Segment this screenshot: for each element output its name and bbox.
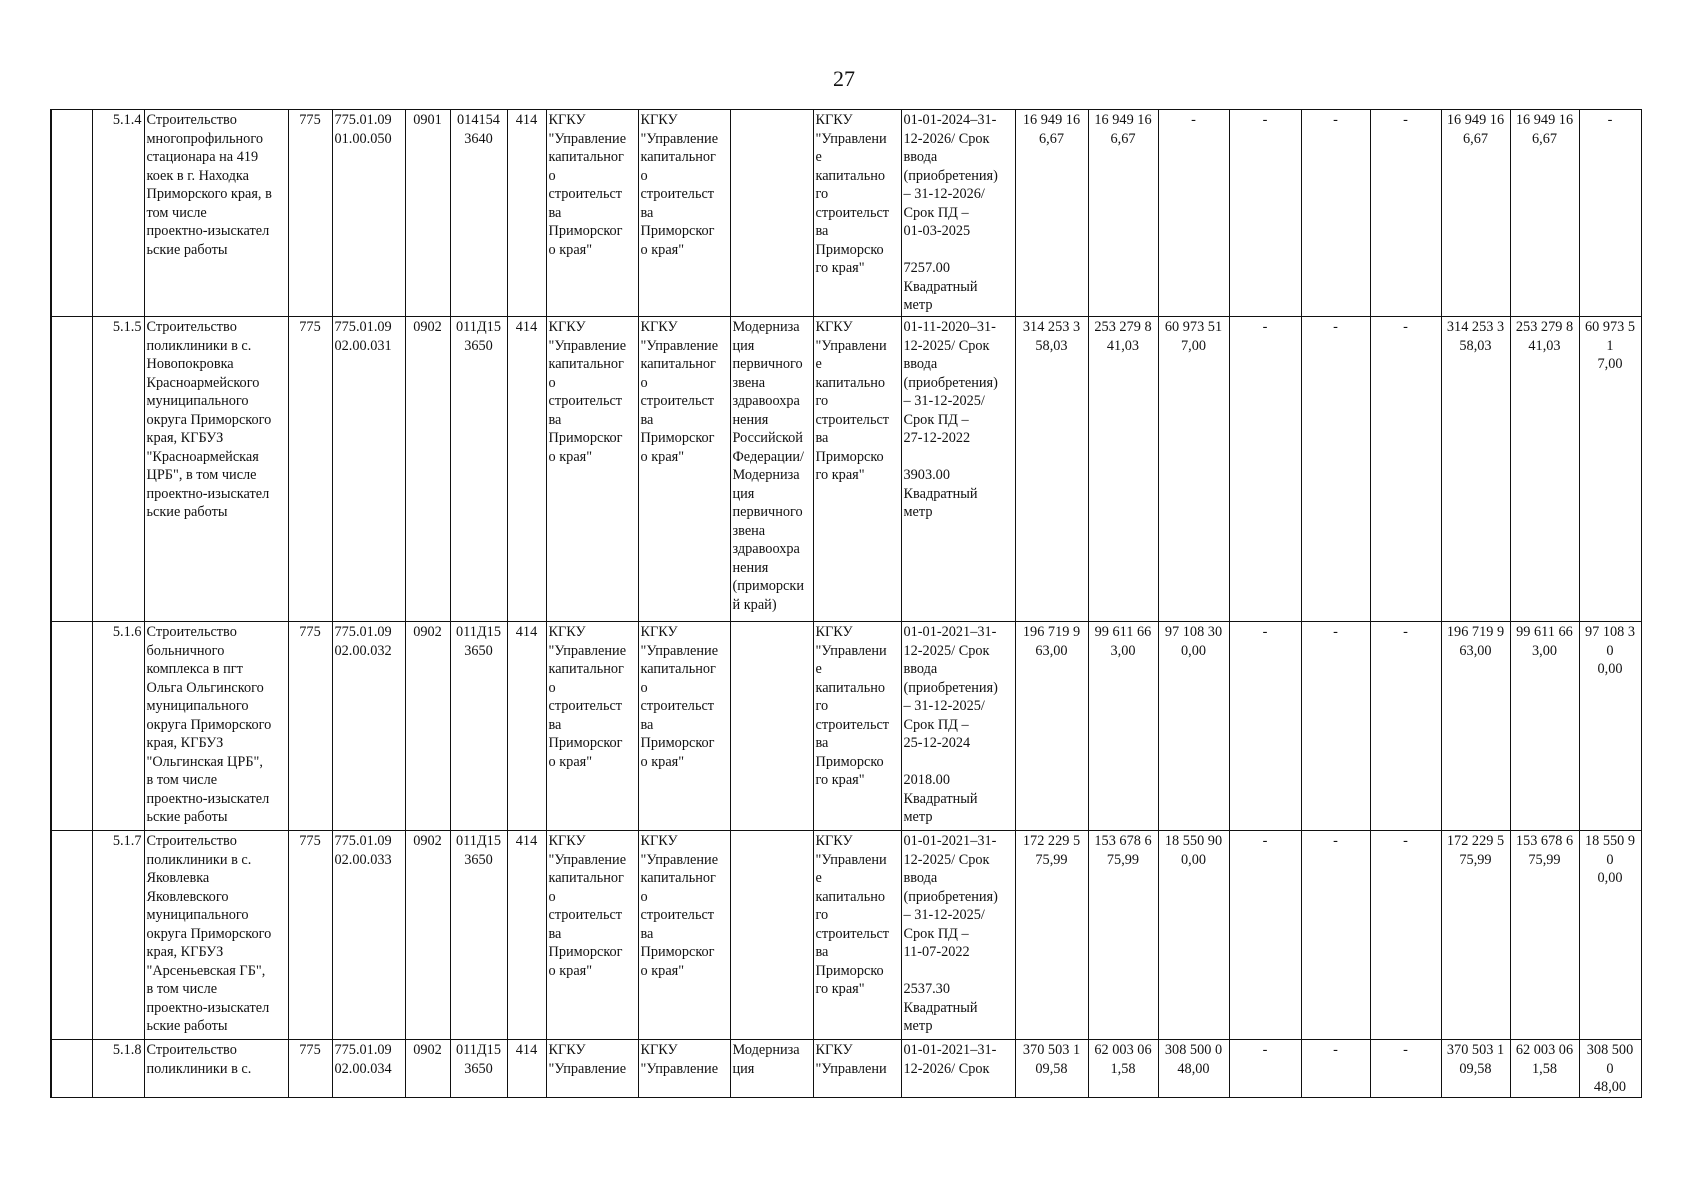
customer-text: КГКУ "Управление капитальног о строительст ва Приморског о края"	[548, 833, 627, 979]
cost-part-5-text: -	[1403, 112, 1408, 128]
blank-cell	[51, 110, 92, 317]
year-total-text: 172 229 5 75,99	[1446, 833, 1505, 868]
customer	[546, 831, 638, 1040]
cost-part-2	[1158, 110, 1229, 317]
program	[730, 110, 813, 317]
cost-part-3	[1229, 110, 1301, 317]
year-total-text: 370 503 1 09,58	[1446, 1042, 1505, 1077]
cost-part-3	[1229, 1040, 1301, 1098]
cost-part-4	[1301, 831, 1370, 1040]
cost-part-4	[1301, 110, 1370, 317]
blank-cell	[51, 622, 92, 831]
year-part-2	[1579, 622, 1641, 831]
developer-text: КГКУ "Управление капитальног о строительст ва Приморског о края"	[640, 624, 719, 770]
object-code	[332, 831, 405, 1040]
expense-type-code	[507, 831, 546, 1040]
executor-text: КГКУ "Управлени е капитально го строительст ва Приморско го края"	[815, 319, 890, 483]
expense-type-code-text: 414	[515, 624, 538, 640]
cost-part-1-text: 253 279 8 41,03	[1094, 319, 1152, 354]
object-name-text: Строительство поликлиники в с. Яковлевка Яковлевского муниципального округа Приморского края, КГБУЗ "Арсеньевская ГБ", в том числе проектно-изыскател ьские работы	[146, 833, 272, 1034]
object-code	[332, 110, 405, 317]
year-total	[1441, 831, 1510, 1040]
cost-part-1	[1088, 622, 1158, 831]
year-part-1	[1510, 110, 1579, 317]
program-text: Модерниза ция первичного звена здравоохра нения Российской Федерации/ Модерниза ция первичного звена здравоохра нения (приморски й край)	[732, 319, 804, 613]
target-article-code-text: 011Д15 3650	[456, 1042, 501, 1077]
year-part-2	[1579, 317, 1641, 622]
expense-type-code	[507, 110, 546, 317]
cost-part-4	[1301, 1040, 1370, 1098]
target-article-code	[450, 110, 507, 317]
section-code-text: 0902	[413, 1042, 442, 1058]
cost-part-5-text: -	[1403, 624, 1408, 640]
customer	[546, 1040, 638, 1098]
section-code	[405, 110, 450, 317]
program	[730, 317, 813, 622]
section-code	[405, 831, 450, 1040]
developer-text: КГКУ "Управление капитальног о строительст ва Приморског о края"	[640, 112, 719, 258]
year-total	[1441, 110, 1510, 317]
cost-part-2	[1158, 831, 1229, 1040]
cost-part-2-text: 18 550 90 0,00	[1164, 833, 1223, 868]
object-name-text: Строительство поликлиники в с. Новопокровка Красноармейского муниципального округа Приморского края, КГБУЗ "Красноармейская ЦРБ", в том числе проектно-изыскател ьские работы	[146, 319, 272, 520]
dates-and-capacity-text: 01-01-2021–31- 12-2026/ Срок	[903, 1042, 997, 1077]
cost-part-5	[1370, 110, 1441, 317]
object-name-text: Строительство больничного комплекса в пгт Ольга Ольгинского муниципального округа Приморского края, КГБУЗ "Ольгинская ЦРБ", в том числе проектно-изыскател ьские работы	[146, 624, 272, 825]
year-part-2	[1579, 110, 1641, 317]
customer-text: КГКУ "Управление капитальног о строительст ва Приморског о края"	[548, 624, 627, 770]
developer-text: КГКУ "Управление капитальног о строительст ва Приморског о края"	[640, 833, 719, 979]
object-code-text: 775.01.09 02.00.031	[334, 319, 392, 354]
target-article-code	[450, 831, 507, 1040]
cost-part-2-text: -	[1191, 112, 1196, 128]
year-part-1-text: 153 678 6 75,99	[1515, 833, 1574, 868]
year-total	[1441, 1040, 1510, 1098]
page-number: 27	[833, 66, 855, 91]
developer-text: КГКУ "Управление	[640, 1042, 719, 1077]
customer	[546, 317, 638, 622]
grbs-code-text: 775	[299, 112, 321, 128]
developer	[638, 110, 730, 317]
cost-part-5-text: -	[1403, 1042, 1408, 1058]
executor	[813, 622, 901, 831]
executor-text: КГКУ "Управлени	[815, 1042, 887, 1077]
year-part-1	[1510, 622, 1579, 831]
dates-and-capacity-text: 01-11-2020–31- 12-2025/ Срок ввода (приобретения) – 31-12-2025/ Срок ПД – 27-12-2022 3903.00 Квадратный метр	[903, 319, 998, 520]
row-number-text: 5.1.8	[112, 1042, 142, 1058]
expense-type-code-text: 414	[515, 1042, 538, 1058]
register-table	[50, 109, 1642, 1098]
year-part-2-text: 18 550 90 0,00	[1584, 833, 1636, 886]
total-cost	[1015, 317, 1088, 622]
grbs-code-text: 775	[299, 833, 321, 849]
grbs-code	[288, 622, 332, 831]
cost-part-4	[1301, 622, 1370, 831]
object-name-text: Строительство поликлиники в с.	[146, 1042, 252, 1077]
customer-text: КГКУ "Управление капитальног о строительст ва Приморског о края"	[548, 319, 627, 465]
object-name	[144, 831, 288, 1040]
cost-part-5-text: -	[1403, 833, 1408, 849]
dates-and-capacity	[901, 831, 1015, 1040]
target-article-code-text: 011Д15 3650	[456, 833, 501, 868]
cost-part-5-text: -	[1403, 319, 1408, 335]
year-part-1	[1510, 831, 1579, 1040]
cost-part-3-text: -	[1262, 1042, 1268, 1058]
table-row	[51, 110, 1641, 317]
object-name	[144, 622, 288, 831]
executor	[813, 831, 901, 1040]
cost-part-1	[1088, 317, 1158, 622]
object-code-text: 775.01.09 02.00.033	[334, 833, 392, 868]
year-part-2-text: 97 108 30 0,00	[1584, 624, 1636, 677]
cost-part-2-text: 97 108 30 0,00	[1164, 624, 1223, 659]
row-number	[92, 1040, 144, 1098]
cost-part-4-text: -	[1333, 624, 1338, 640]
row-number-text: 5.1.4	[112, 112, 142, 128]
cost-part-2	[1158, 317, 1229, 622]
cost-part-2	[1158, 1040, 1229, 1098]
expense-type-code-text: 414	[515, 833, 538, 849]
total-cost-text: 16 949 16 6,67	[1022, 112, 1081, 147]
cost-part-2-text: 60 973 51 7,00	[1164, 319, 1223, 354]
cost-part-1	[1088, 1040, 1158, 1098]
object-code	[332, 317, 405, 622]
object-code	[332, 622, 405, 831]
cost-part-5	[1370, 622, 1441, 831]
cost-part-2-text: 308 500 0 48,00	[1164, 1042, 1223, 1077]
cost-part-4	[1301, 317, 1370, 622]
year-total-text: 196 719 9 63,00	[1446, 624, 1505, 659]
cost-part-3	[1229, 831, 1301, 1040]
object-name	[144, 1040, 288, 1098]
cost-part-3	[1229, 622, 1301, 831]
cost-part-1-text: 16 949 16 6,67	[1094, 112, 1152, 147]
program	[730, 622, 813, 831]
program	[730, 1040, 813, 1098]
object-name	[144, 110, 288, 317]
year-total	[1441, 317, 1510, 622]
year-part-1-text: 99 611 66 3,00	[1516, 624, 1573, 659]
target-article-code	[450, 317, 507, 622]
total-cost	[1015, 622, 1088, 831]
row-number-text: 5.1.5	[112, 319, 142, 335]
grbs-code-text: 775	[299, 1042, 321, 1058]
developer	[638, 1040, 730, 1098]
total-cost-text: 172 229 5 75,99	[1022, 833, 1081, 868]
grbs-code	[288, 317, 332, 622]
cost-part-1-text: 99 611 66 3,00	[1094, 624, 1152, 659]
cost-part-3-text: -	[1262, 319, 1268, 335]
expense-type-code	[507, 1040, 546, 1098]
expense-type-code	[507, 317, 546, 622]
year-part-1	[1510, 1040, 1579, 1098]
dates-and-capacity	[901, 622, 1015, 831]
object-code-text: 775.01.09 02.00.032	[334, 624, 392, 659]
blank-cell	[51, 317, 92, 622]
blank-cell	[51, 1040, 92, 1098]
dates-and-capacity-text: 01-01-2024–31- 12-2026/ Срок ввода (приобретения) – 31-12-2026/ Срок ПД – 01-03-2025 7257.00 Квадратный метр	[903, 112, 998, 313]
total-cost-text: 370 503 1 09,58	[1022, 1042, 1081, 1077]
customer-text: КГКУ "Управление	[548, 1042, 627, 1077]
grbs-code	[288, 831, 332, 1040]
row-number	[92, 110, 144, 317]
dates-and-capacity	[901, 317, 1015, 622]
table-row	[51, 831, 1641, 1040]
cost-part-1	[1088, 831, 1158, 1040]
program	[730, 831, 813, 1040]
section-code-text: 0901	[413, 112, 442, 128]
developer	[638, 622, 730, 831]
row-number-text: 5.1.7	[112, 833, 142, 849]
cost-part-2	[1158, 622, 1229, 831]
cost-part-4-text: -	[1333, 833, 1338, 849]
cost-part-3-text: -	[1262, 833, 1268, 849]
grbs-code-text: 775	[299, 319, 321, 335]
year-part-2	[1579, 831, 1641, 1040]
developer	[638, 317, 730, 622]
grbs-code	[288, 1040, 332, 1098]
grbs-code	[288, 110, 332, 317]
section-code-text: 0902	[413, 319, 442, 335]
year-part-1-text: 16 949 16 6,67	[1515, 112, 1574, 147]
total-cost	[1015, 1040, 1088, 1098]
year-part-1-text: 62 003 06 1,58	[1515, 1042, 1574, 1077]
year-part-2	[1579, 1040, 1641, 1098]
cost-part-4-text: -	[1333, 112, 1338, 128]
object-code	[332, 1040, 405, 1098]
executor	[813, 317, 901, 622]
blank-cell	[51, 831, 92, 1040]
expense-type-code	[507, 622, 546, 831]
dates-and-capacity	[901, 110, 1015, 317]
executor-text: КГКУ "Управлени е капитально го строительст ва Приморско го края"	[815, 624, 890, 788]
row-number-text: 5.1.6	[112, 624, 142, 640]
year-total-text: 314 253 3 58,03	[1446, 319, 1505, 354]
year-total-text: 16 949 16 6,67	[1446, 112, 1505, 147]
table-row	[51, 1040, 1641, 1098]
row-number	[92, 831, 144, 1040]
year-part-1-text: 253 279 8 41,03	[1515, 319, 1574, 354]
customer	[546, 622, 638, 831]
cost-part-3	[1229, 317, 1301, 622]
object-name-text: Строительство многопрофильного стационара на 419 коек в г. Находка Приморского края, в том числе проектно-изыскател ьские работы	[146, 112, 272, 258]
cost-part-4-text: -	[1333, 319, 1338, 335]
cost-part-3-text: -	[1262, 624, 1268, 640]
year-part-1	[1510, 317, 1579, 622]
target-article-code-text: 014154 3640	[457, 112, 500, 147]
section-code	[405, 1040, 450, 1098]
expense-type-code-text: 414	[515, 112, 538, 128]
row-number	[92, 622, 144, 831]
object-code-text: 775.01.09 02.00.034	[334, 1042, 392, 1077]
section-code-text: 0902	[413, 833, 442, 849]
developer-text: КГКУ "Управление капитальног о строительст ва Приморског о края"	[640, 319, 719, 465]
object-name	[144, 317, 288, 622]
dates-and-capacity-text: 01-01-2021–31- 12-2025/ Срок ввода (приобретения) – 31-12-2025/ Срок ПД – 11-07-2022 2537.30 Квадратный метр	[903, 833, 998, 1034]
section-code	[405, 317, 450, 622]
cost-part-5	[1370, 831, 1441, 1040]
cost-part-1-text: 153 678 6 75,99	[1094, 833, 1152, 868]
dates-and-capacity	[901, 1040, 1015, 1098]
row-number	[92, 317, 144, 622]
executor-text: КГКУ "Управлени е капитально го строительст ва Приморско го края"	[815, 112, 890, 276]
total-cost	[1015, 831, 1088, 1040]
year-part-2-text: 60 973 51 7,00	[1584, 319, 1636, 372]
target-article-code	[450, 622, 507, 831]
table-row	[51, 622, 1641, 831]
table-row	[51, 317, 1641, 622]
cost-part-1-text: 62 003 06 1,58	[1094, 1042, 1152, 1077]
object-code-text: 775.01.09 01.00.050	[334, 112, 392, 147]
cost-part-1	[1088, 110, 1158, 317]
grbs-code-text: 775	[299, 624, 321, 640]
target-article-code-text: 011Д15 3650	[456, 319, 501, 354]
year-part-2-text: -	[1607, 112, 1613, 128]
total-cost-text: 314 253 3 58,03	[1022, 319, 1081, 354]
total-cost-text: 196 719 9 63,00	[1022, 624, 1081, 659]
cost-part-5	[1370, 1040, 1441, 1098]
executor-text: КГКУ "Управлени е капитально го строительст ва Приморско го края"	[815, 833, 890, 997]
executor	[813, 110, 901, 317]
customer-text: КГКУ "Управление капитальног о строительст ва Приморског о края"	[548, 112, 627, 258]
cost-part-4-text: -	[1333, 1042, 1338, 1058]
dates-and-capacity-text: 01-01-2021–31- 12-2025/ Срок ввода (приобретения) – 31-12-2025/ Срок ПД – 25-12-2024 2018.00 Квадратный метр	[903, 624, 998, 825]
program-text: Модерниза ция	[732, 1042, 800, 1077]
year-part-2-text: 308 500 0 48,00	[1586, 1042, 1634, 1095]
cost-part-3-text: -	[1262, 112, 1268, 128]
developer	[638, 831, 730, 1040]
year-total	[1441, 622, 1510, 831]
cost-part-5	[1370, 317, 1441, 622]
section-code	[405, 622, 450, 831]
target-article-code-text: 011Д15 3650	[456, 624, 501, 659]
target-article-code	[450, 1040, 507, 1098]
customer	[546, 110, 638, 317]
section-code-text: 0902	[413, 624, 442, 640]
total-cost	[1015, 110, 1088, 317]
executor	[813, 1040, 901, 1098]
expense-type-code-text: 414	[515, 319, 538, 335]
